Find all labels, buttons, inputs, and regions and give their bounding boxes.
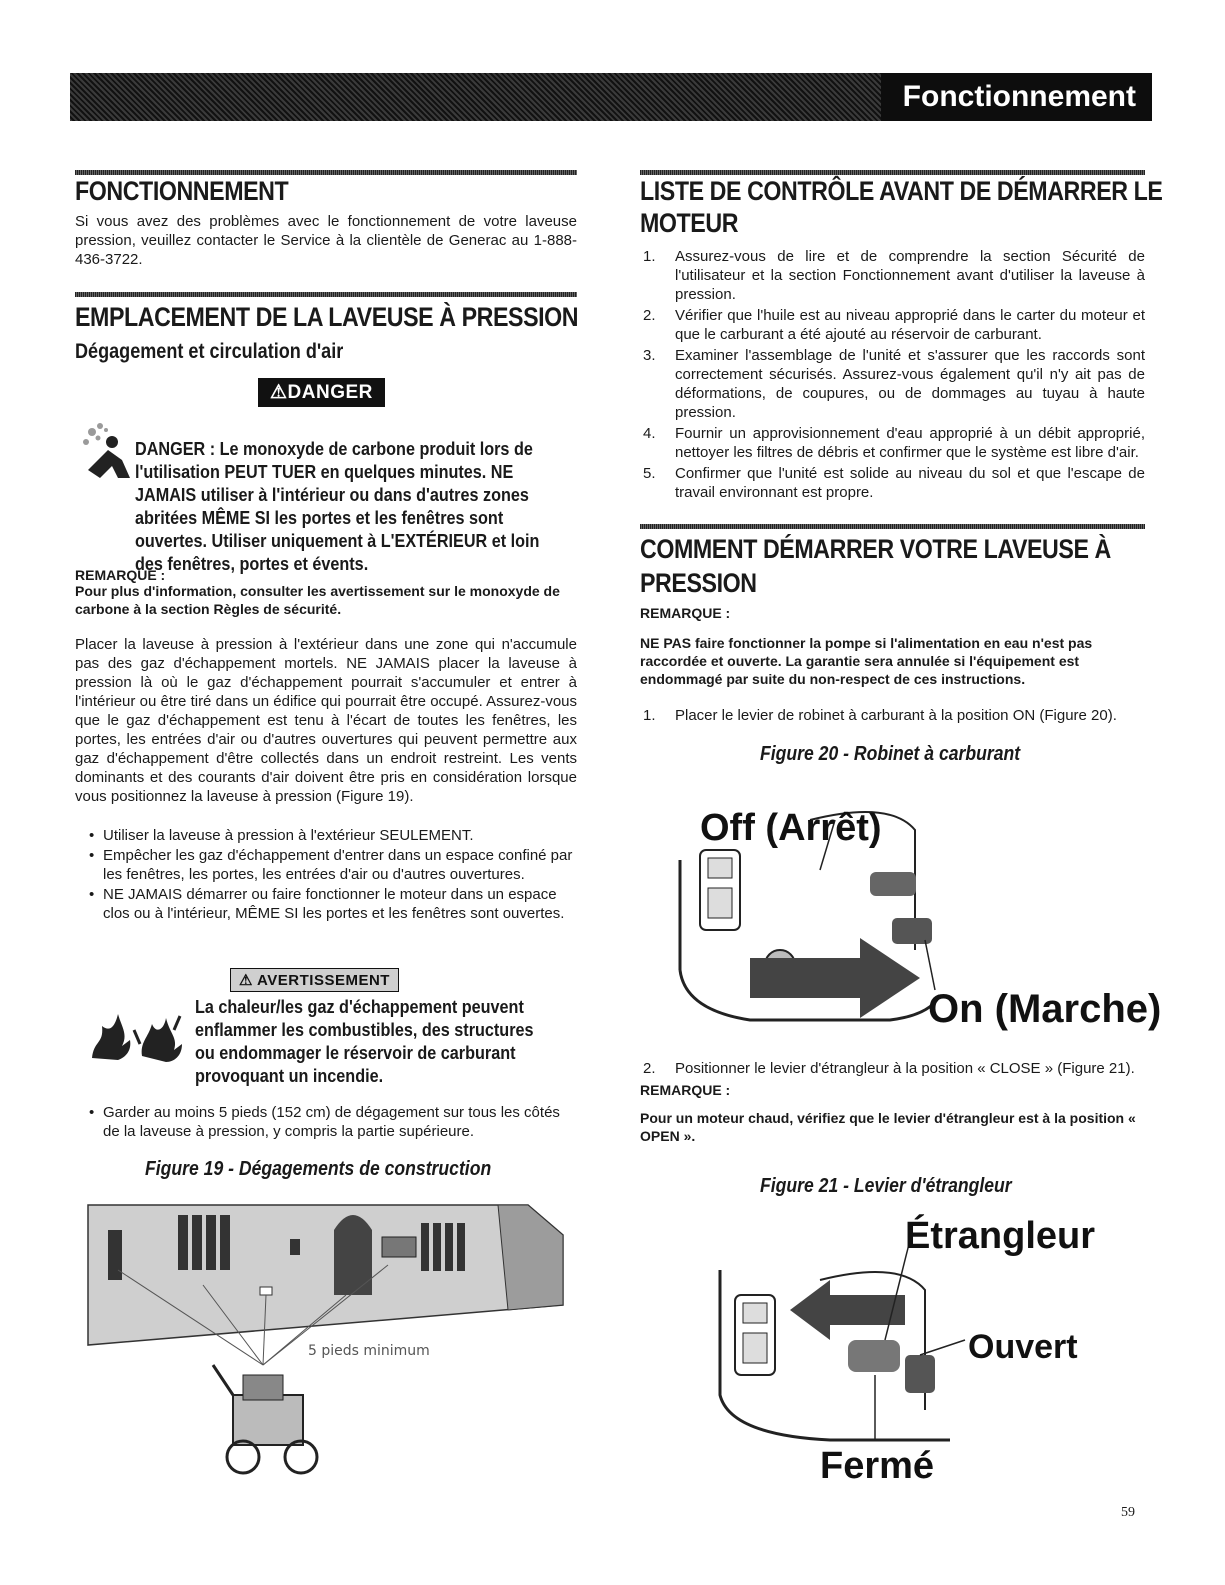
clearance-bullets: [85, 1103, 577, 1142]
banner-title: Fonctionnement: [881, 73, 1152, 121]
heading-liste-line1: LISTE DE CONTRÔLE AVANT DE DÉMARRER LE: [640, 176, 1163, 206]
remarque-label: REMARQUE :: [75, 567, 166, 583]
carbon-monoxide-hazard-icon: [78, 420, 134, 482]
danger-badge: ⚠DANGER: [258, 378, 385, 407]
fuel-off-label: Off (Arrêt): [700, 807, 882, 849]
start-steps-2: [643, 1059, 1145, 1080]
figure-20-caption: Figure 20 - Robinet à carburant: [760, 743, 1021, 765]
warning-text: La chaleur/les gaz d'échappement peuvent enflammer les combustibles, des structures ou endommager le réservoir de carburant provoquant un incendie.: [195, 997, 534, 1086]
section-rule: [640, 524, 1145, 529]
figure-19-illustration: [88, 1195, 563, 1505]
checklist: [643, 247, 1145, 504]
fuel-on-label: On (Marche): [928, 987, 1162, 1031]
remarque-text: Pour plus d'information, consulter les avertissement sur le monoxyde de carbone à la section Règles de sécurité.: [75, 583, 560, 617]
list-item: • Empêcher les gaz d'échappement d'entrer dans un espace confiné par les fenêtres, les portes, les entrées d'air ou d'autres ouvertures.: [85, 846, 577, 884]
heading-fonctionnement: FONCTIONNEMENT: [75, 176, 289, 206]
placement-bullets: [85, 826, 577, 924]
list-item: 5. Confirmer que l'unité est solide au niveau du sol et que l'escape de travail environnant est propre.: [643, 465, 1145, 501]
figure-21-illustration: [700, 1210, 1120, 1495]
list-item: • Utiliser la laveuse à pression à l'extérieur SEULEMENT.: [85, 826, 577, 845]
placement-paragraph: Placer la laveuse à pression à l'extérieur dans une zone qui n'accumule pas des gaz d'échappement mortels. NE JAMAIS placer la laveuse à pression là où le gaz d'échappement pourrait s'accumuler et entrer à l'intérieur ou être tiré dans un édifice qui pourrait être occupé. Assurez-vous que le gaz d'échappement est tenu à l'écart de toutes les fenêtres, les portes, les entrées d'air ou d'autres ouvertures qui peuvent permettre aux gaz d'échappement d'être collectés dans un endroit restreint. Les vents dominants et des courants d'air doivent être pris en considération lorsque vous positionnez la laveuse à pression (Figure 19).: [75, 636, 577, 805]
list-item: 1. Assurez-vous de lire et de comprendre la section Sécurité de l'utilisateur et la section Fonctionnement avant d'utiliser la laveuse à pression.: [643, 248, 1145, 303]
figure-19-caption: Figure 19 - Dégagements de construction: [145, 1158, 492, 1180]
list-item: • Garder au moins 5 pieds (152 cm) de dégagement sur tous les côtés de la laveuse à pression, y compris la partie supérieure.: [85, 1103, 577, 1141]
danger-text: DANGER : Le monoxyde de carbone produit lors de l'utilisation PEUT TUER en quelques minutes. NE JAMAIS utiliser à l'intérieur ou dans d'autres zones abritées MÊME SI les portes et les fenêtres sont ouvertes. Utiliser uniquement à L'EXTÉRIEUR et loin des fenêtres, portes et évents.: [135, 439, 540, 574]
list-item: 2. Vérifier que l'huile est au niveau approprié dans le carter du moteur et que le carburant a été ajouté au réservoir de carburant.: [643, 307, 1145, 343]
section-banner: [70, 73, 1152, 121]
figure-20-illustration: [670, 790, 1162, 1035]
heading-comment-line1: COMMENT DÉMARRER VOTRE LAVEUSE À: [640, 534, 1111, 564]
remarque-text: NE PAS faire fonctionner la pompe si l'alimentation en eau n'est pas raccordée et ouverte. La garantie sera annulée si l'équipement est endommagé par suite du non-respect de ces instructions.: [640, 635, 1093, 687]
subheading-degagement: Dégagement et circulation d'air: [75, 340, 344, 363]
heading-liste-line2: MOTEUR: [640, 208, 739, 238]
list-item: 4. Fournir un approvisionnement d'eau approprié à un débit approprié, nettoyer les filtres de débris et confirmer que le système est libre d'air.: [643, 425, 1145, 461]
choke-label: Étrangleur: [905, 1215, 1096, 1257]
choke-open-label: Ouvert: [968, 1328, 1078, 1366]
warning-badge: ⚠ AVERTISSEMENT: [230, 968, 399, 992]
remarque-label: REMARQUE :: [640, 605, 731, 621]
start-steps-1: [643, 706, 1145, 727]
figure-21-caption: Figure 21 - Levier d'étrangleur: [760, 1175, 1012, 1197]
heading-emplacement: EMPLACEMENT DE LA LAVEUSE À PRESSION: [75, 302, 579, 332]
fire-hazard-icon: [82, 1000, 192, 1070]
clearance-label: 5 pieds minimum: [308, 1343, 430, 1359]
remarque2-text: Pour un moteur chaud, vérifiez que le levier d'étrangleur est à la position « OPEN ».: [640, 1110, 1136, 1144]
list-item: 1. Placer le levier de robinet à carburant à la position ON (Figure 20).: [643, 707, 1117, 724]
list-item: 3. Examiner l'assemblage de l'unité et s'assurer que les raccords sont correctement sécurisés. Assurez-vous également qu'il n'y ait pas de déformations, de coupures, ou de dommages au tuyau à haute pression.: [643, 347, 1145, 421]
heading-comment-line2: PRESSION: [640, 568, 757, 598]
list-item: 2. Positionner le levier d'étrangleur à la position « CLOSE » (Figure 21).: [643, 1060, 1135, 1077]
fonctionnement-text: Si vous avez des problèmes avec le fonctionnement de votre laveuse pression, veuillez contacter le Service à la clientèle de Generac au 1-888-436-3722.: [75, 213, 577, 268]
choke-closed-label: Fermé: [820, 1445, 935, 1487]
remarque2-label: REMARQUE :: [640, 1082, 731, 1098]
list-item: • NE JAMAIS démarrer ou faire fonctionner le moteur dans un espace clos ou à l'intérieur, MÊME SI les portes et les fenêtres sont ouvertes.: [85, 885, 577, 923]
section-rule: [75, 292, 577, 297]
page-number: 59: [1121, 1505, 1135, 1520]
